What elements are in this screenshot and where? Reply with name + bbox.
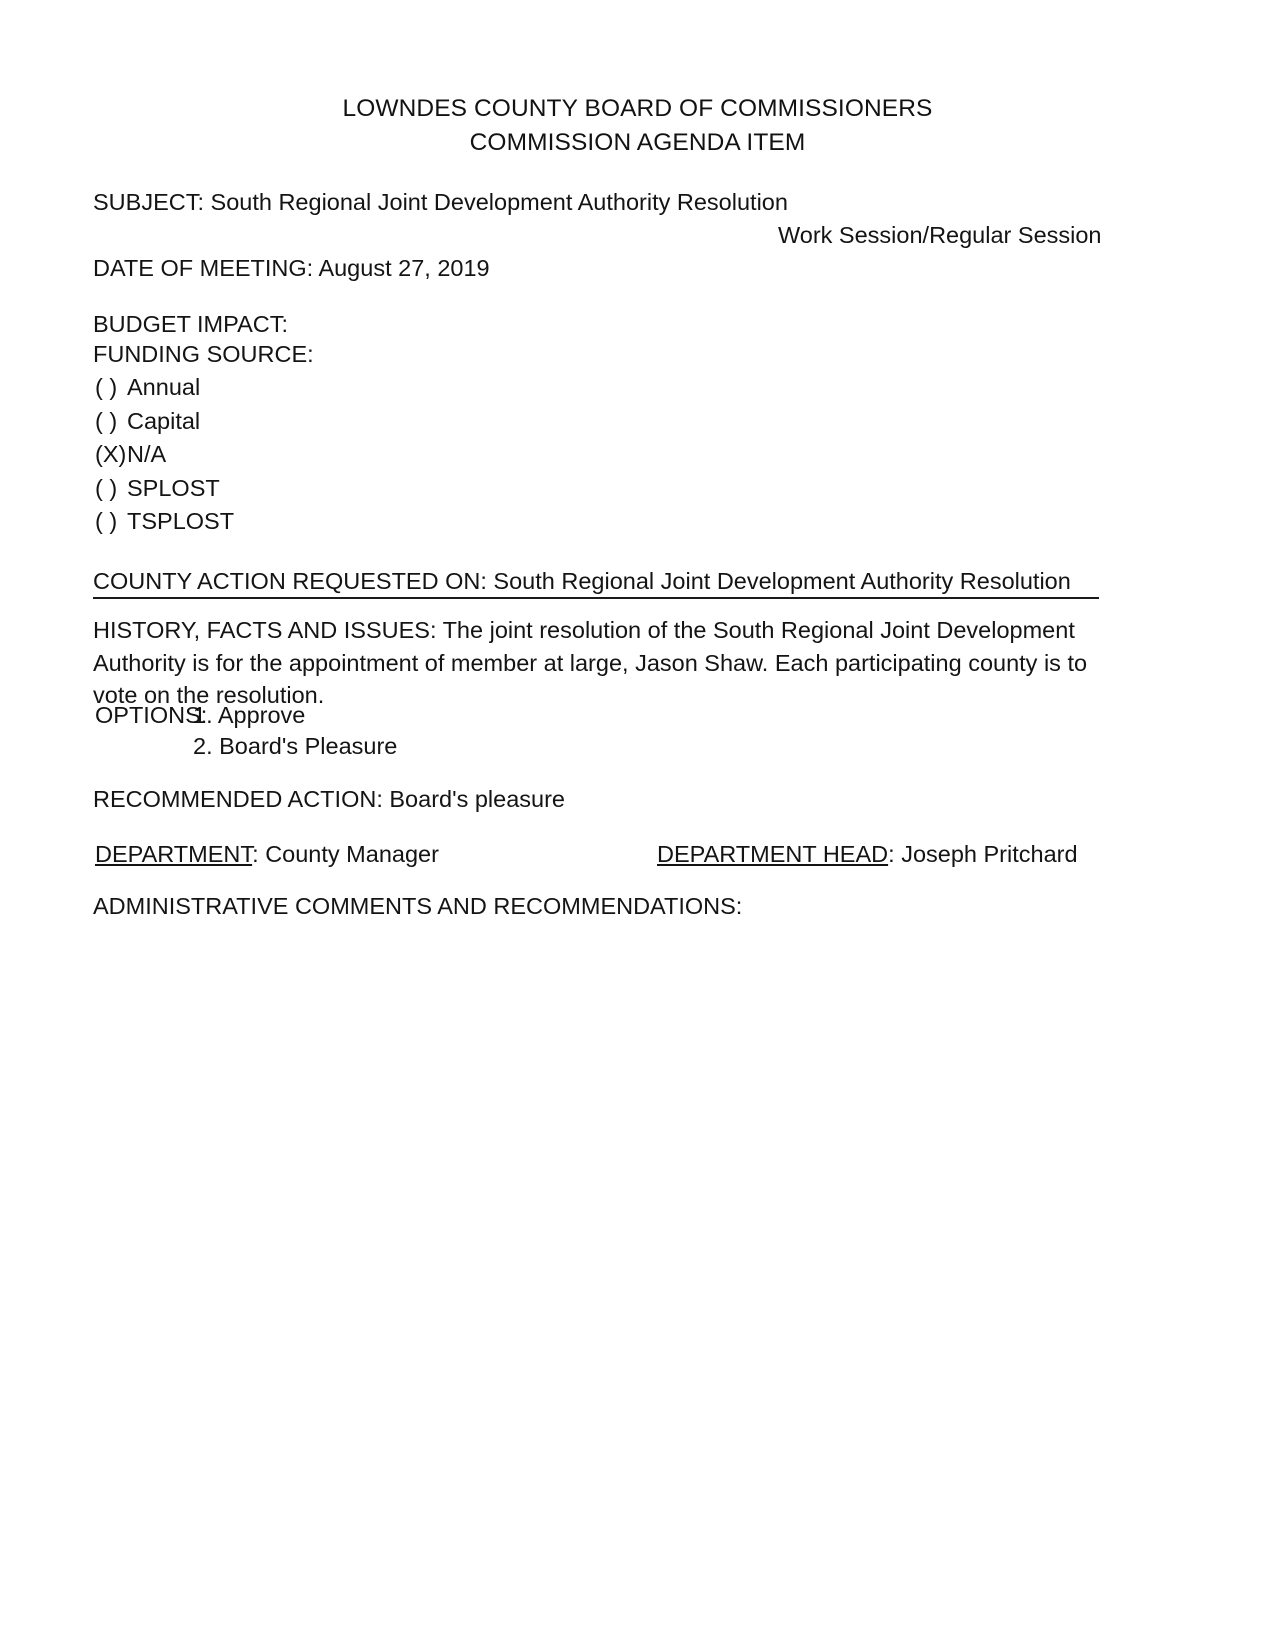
department-value: County Manager: [265, 841, 439, 867]
department-row: [95, 838, 1095, 871]
header-line-title: COMMISSION AGENDA ITEM: [469, 129, 806, 156]
options-label: OPTIONS:: [95, 702, 208, 728]
options-block: [95, 700, 397, 762]
funding-option-annual[interactable]: [95, 371, 234, 405]
options-second-row: [95, 731, 397, 762]
department-head-value: Joseph Pritchard: [901, 841, 1078, 867]
checkbox-mark: ( ): [95, 374, 118, 400]
administrative-comments-label: ADMINISTRATIVE COMMENTS AND RECOMMENDATIONS:: [93, 893, 743, 919]
funding-option-label: N/A: [127, 441, 167, 467]
county-action-line: COUNTY ACTION REQUESTED ON: South Regional Joint Development Authority Resolution: [93, 568, 1071, 594]
funding-source-options: [95, 371, 234, 539]
options-first-row: [95, 700, 397, 731]
department-head-label: DEPARTMENT HEAD: [657, 841, 889, 867]
recommended-action-line: RECOMMENDED ACTION: Board's pleasure: [93, 786, 565, 812]
options-item-1: 1. Approve: [193, 702, 306, 728]
department-block: [95, 841, 439, 867]
checkbox-mark-checked: (X): [95, 441, 127, 467]
funding-option-na[interactable]: [95, 438, 234, 472]
budget-impact-label: BUDGET IMPACT:: [93, 311, 288, 337]
date-of-meeting-line: DATE OF MEETING: August 27, 2019: [93, 255, 490, 281]
funding-option-splost[interactable]: [95, 472, 234, 506]
subject-line: SUBJECT: South Regional Joint Development Authority Resolution: [93, 189, 788, 215]
department-label: DEPARTMENT: [95, 841, 253, 867]
checkbox-mark: ( ): [95, 407, 118, 434]
session-type-line: Work Session/Regular Session: [778, 222, 1102, 248]
document-header: [0, 92, 1275, 160]
options-item-2: 2. Board's Pleasure: [193, 733, 398, 759]
department-separator: :: [252, 841, 266, 867]
funding-option-label: Annual: [127, 374, 201, 400]
funding-option-label: Capital: [127, 407, 201, 434]
checkbox-mark: ( ): [95, 508, 118, 534]
department-head-block: [657, 838, 1078, 871]
header-line-organization: LOWNDES COUNTY BOARD OF COMMISSIONERS: [342, 95, 933, 122]
funding-option-label: SPLOST: [127, 474, 220, 501]
section-divider: [93, 597, 1099, 599]
funding-option-capital[interactable]: [95, 405, 234, 439]
funding-source-label: FUNDING SOURCE:: [93, 341, 314, 367]
department-head-separator: :: [888, 841, 902, 867]
funding-option-tsplost[interactable]: [95, 505, 234, 539]
checkbox-mark: ( ): [95, 474, 118, 501]
history-facts-issues-paragraph: HISTORY, FACTS AND ISSUES: The joint resolution of the South Regional Joint Development Authority is for the appointment of member at large, Jason Shaw. Each participating county is to vote on the resolution.: [93, 617, 1088, 708]
funding-option-label: TSPLOST: [127, 508, 235, 534]
